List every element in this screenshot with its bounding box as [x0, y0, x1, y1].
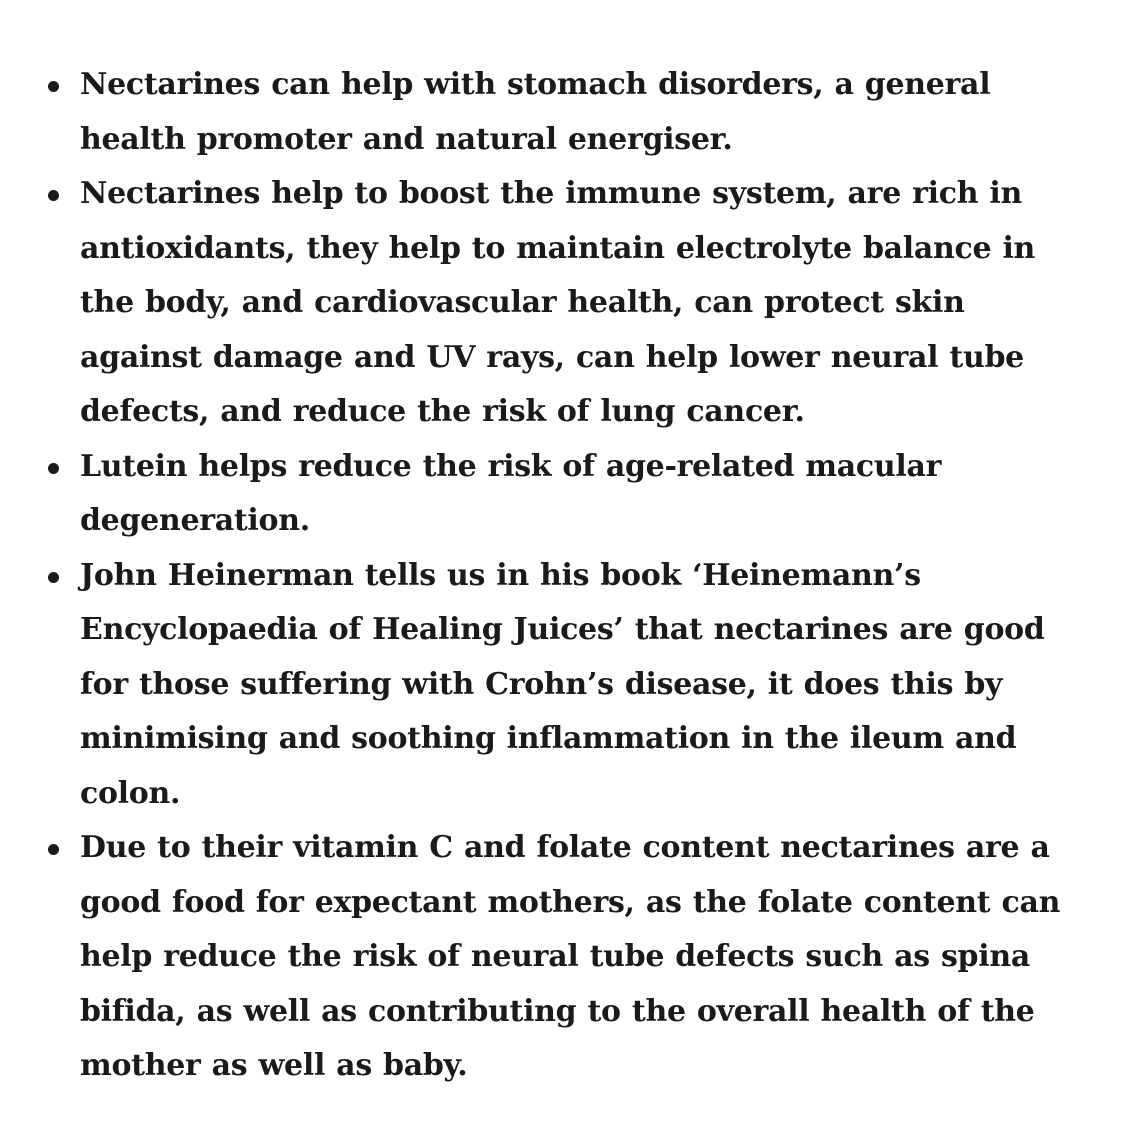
bullet-dot-icon [48, 463, 59, 474]
bullet-text: Due to their vitamin C and folate content nectarines are a good food for expectant mothers, as the folate content can help reduce the risk of neural tube defects such as spina bifida, as well as contributing to the overall health of the mother as well as baby. [80, 830, 1061, 1083]
bullet-item-expectant-mothers [32, 821, 1085, 1094]
bullet-item-immune [32, 167, 1085, 440]
bullet-dot-icon [48, 844, 59, 855]
bullet-text: John Heinerman tells us in his book ‘Heinemann’s Encyclopaedia of Healing Juices’ that nectarines are good for those suffering with Crohn’s disease, it does this by minimising and soothing inflammation in the ileum and colon. [80, 557, 1045, 811]
bullet-text: Nectarines help to boost the immune system, are rich in antioxidants, they help to maintain electrolyte balance in the body, and cardiovascular health, can protect skin against damage and UV rays, can help lower neural tube defects, and reduce the risk of lung cancer. [80, 176, 1036, 429]
bullet-dot-icon [48, 572, 59, 583]
bullet-text: Lutein helps reduce the risk of age-related macular degeneration. [80, 448, 942, 538]
bullet-list [32, 58, 1085, 1094]
bullet-item-heinerman [32, 549, 1085, 822]
bullet-text: Nectarines can help with stomach disorders, a general health promoter and natural energiser. [80, 67, 991, 157]
bullet-item-stomach [32, 58, 1085, 167]
bullet-dot-icon [48, 190, 59, 201]
bullet-item-lutein [32, 440, 1085, 549]
bullet-dot-icon [48, 81, 59, 92]
